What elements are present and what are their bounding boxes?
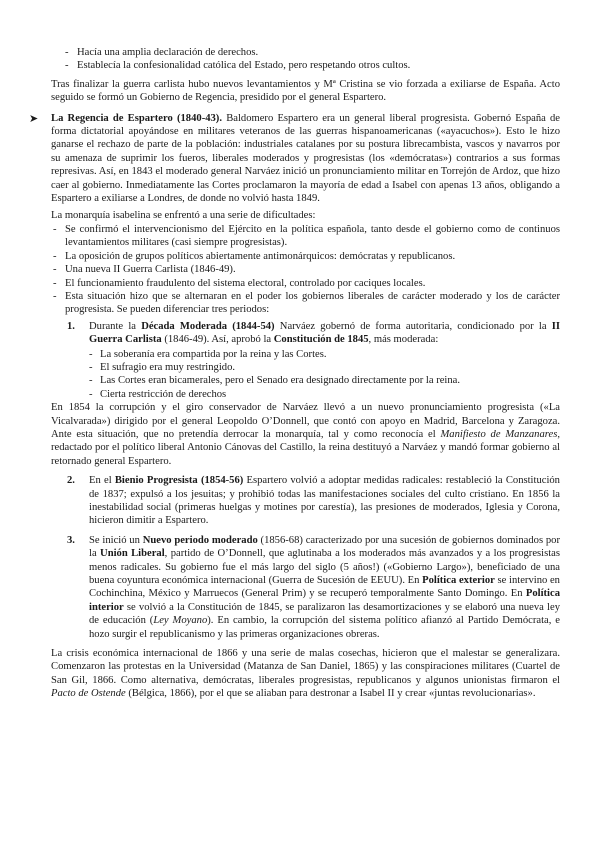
text: Se inició un [89,534,143,546]
decada-moderada-label: Década Moderada (1844-54) [141,320,275,332]
text: ). En cambio, la corrupción del sistema político afianzó al Partido Demócrata, e hozo surgir el republicanismo y las primeras organizaciones obreras. [89,615,560,640]
list-item: - Se confirmó el intervencionismo del Ejército en la política española, tanto desde el gobierno como de continuos levantamientos militares (casi siempre progresistas). [51,223,560,250]
regencia-title: La Regencia de Espartero (1840-43). [51,112,222,124]
text: Narváez gobernó de forma autoritaria, condicionado por la [274,320,552,332]
text: se volvió a la Constitución de 1845, se paralizaron las desamortizaciones y se elaboró una nueva ley de educación ( [89,601,560,627]
period-number: 2. [67,475,75,487]
monarquia-intro: La monarquía isabelina se enfrentó a una serie de dificultades: [51,210,316,222]
text: Durante la [89,320,142,332]
list-item: - Esta situación hizo que se alternaran en el poder los gobiernos liberales de carácter moderado y los de carácter progresista. Se pueden diferenciar tres periodos: [51,290,560,317]
text: , redactado por el político liberal Antonio Cánovas del Castillo, la reina destituyó a Narváez y mandó formar gobierno al retornado general Espartero. [51,428,560,467]
crisis-paragraph [51,647,560,701]
constitucion-label: Constitución de 1845 [273,334,369,346]
period-1 [51,320,560,347]
period-number: 3. [67,534,75,546]
period-2 [51,474,560,528]
intro-list [63,46,560,73]
text: (1856-68) caracterizado por una sucesión de gobiernos dominados por la [89,534,561,560]
text: , partido de O’Donnell, que aglutinaba a los moderados más avanzados y a los progresistas menos radicales. Su gobierno fue el más largo del siglo (5 años!) («Gobierno Largo»), beneficiado de una buena coyuntura económica internacional (Guerra de Sucesión de EEUU). En [89,548,560,587]
list-item: - El sufragio era muy restringido. [87,361,560,374]
list-item: - Cierta restricción de derechos [87,388,560,401]
union-liberal-label: Unión Liberal [100,548,165,560]
politica-interior-label: Política interior [89,588,560,613]
document-page [29,46,561,701]
text: (1846-49). Así, aprobó la [161,334,274,346]
constitution-features-list [87,348,560,402]
list-item: - La oposición de grupos políticos abiertamente antimonárquicos: demócratas y republicanos. [51,250,560,263]
list-item: - Una nueva II Guerra Carlista (1846-49). [51,263,560,276]
regencia-paragraph [51,112,560,206]
difficulties-list [51,223,560,317]
list-item: - Hacía una amplia declaración de derechos. [63,46,560,59]
text: En 1854 la corrupción y el giro conservador de Narváez llevó a un nuevo pronunciamiento progresista («La Vicalvarada») dirigido por el general Leopoldo O’Donnell, que contó con apoyo en Madrid, Barcelona y Zaragoza. Ante esta situación, que no pretendía derrocar la monarquía, tal y como reconocía el [51,402,560,440]
nuevo-periodo-label: Nuevo periodo moderado [142,534,258,546]
text: , más moderada: [368,334,439,346]
regencia-text: Baldomero Espartero era un general liberal progresista. Gobernó España de forma dictatorial apoyándose en militares veteranos de las guerras hispanoamericanas («ayacuchos»). Esto le hizo ganarse el rechazo de parte de la población: industriales catalanes por su postura librecambista, vascos y navarros por su amenaza de suprimir los fueros, liberales moderados y progresistas (los «demócratas») contrarios a sus formas represivas. Así, en 1843 el moderado general Narváez inició un pronunciamiento militar en Torrejón de Ardoz, que hizo caer al gobierno. Inmediatamente las Cortes proclamaron la mayoría de edad a Isabel con apenas 13 años, obligando a Espartero a exiliarse a Londres, de donde no volvió hasta 1849. [51,112,561,205]
regencia-section [29,111,561,206]
text: se intervino en Cochinchina, México y Marruecos (General Prim) y se recuperó temporalmente Santo Domingo. En [89,575,560,600]
ley-moyano-label: Ley Moyano [153,615,208,627]
text: En el [89,475,115,487]
guerra-carlista-label: II Guerra Carlista [89,320,561,346]
list-item: - El funcionamiento fraudulento del sistema electoral, controlado por caciques locales. [51,277,560,290]
vicalvarada-paragraph [51,401,560,468]
text: Espartero volvió a adoptar medidas radicales: restableció la Constitución de 1837; expulsó a los jesuitas; y prohibió todas las manifestaciones sociales del culto cristiano. En 1856 la inestabilidad social (primeras huelgas y motines por carestía), las presiones de moderados, Iglesia y Corona, hicieron dimitir a Espartero. [89,475,560,527]
pacto-ostende-label: Pacto de Ostende [51,688,126,700]
arrow-bullet-icon: ➤ [29,111,39,125]
politica-exterior-label: Política exterior [422,575,495,587]
text: (Bélgica, 1866), por el que se aliaban para destronar a Isabel II y crear «juntas revolucionarias». [125,688,536,700]
bienio-label: Bienio Progresista (1854-56) [114,475,244,487]
manifiesto-title: Manifiesto de Manzanares [440,428,558,440]
text: La crisis económica internacional de 1866 y una serie de malas cosechas, hicieron que el malestar se generalizara. Comenzaron las protestas en la Universidad (Matanza de San Daniel, 1865) y las conspiraciones militares (Cuartel de San Gil, 1866. Como alternativa, demócratas, liberales progresistas, republicanos y algunos unionistas firmaron el [51,648,560,686]
period-number: 1. [67,320,75,332]
list-item: - La soberanía era compartida por la reina y las Cortes. [87,348,560,361]
list-item: - Establecía la confesionalidad católica del Estado, pero respetando otros cultos. [63,59,560,72]
intro-paragraph: Tras finalizar la guerra carlista hubo nuevos levantamientos y Mª Cristina se vio forzada a exiliarse de España. Acto seguido se formó un Gobierno de Regencia, presidido por el general Espartero. [51,78,560,104]
period-3 [51,534,560,641]
list-item: - Las Cortes eran bicamerales, pero el Senado era designado directamente por la reina. [87,374,560,387]
